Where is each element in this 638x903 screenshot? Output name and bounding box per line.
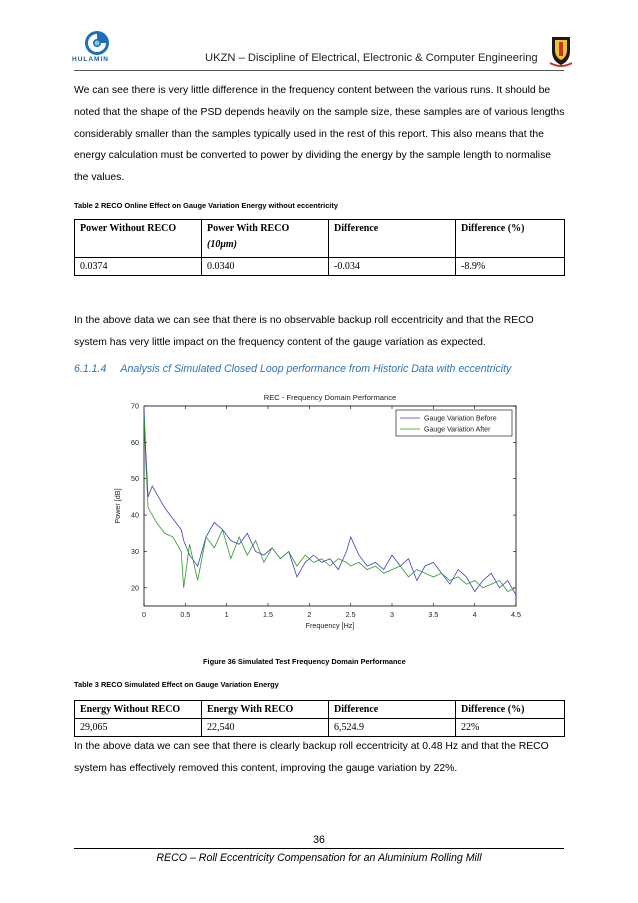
page-number: 36 (313, 834, 325, 846)
y-axis-label: Power [dB] (113, 488, 122, 524)
table2 (74, 219, 565, 276)
x-tick-label: 4.5 (511, 610, 521, 619)
paragraph-psd-note: We can see there is very little difference in the frequency content between the various runs. It should be noted that the shape of the PSD depends heavily on the sample size, these samples are of various lengths considerably smaller than the samples typically used in the rest of this report. This also means that the energy calculation must be converted to power by dividing the energy by the sample length to normalise the values. (74, 85, 565, 184)
figure-caption: Figure 36 Simulated Test Frequency Domain Performance (203, 657, 406, 666)
footer-title: RECO – Roll Eccentricity Compensation for an Aluminium Rolling Mill (156, 852, 482, 864)
y-tick-label: 60 (131, 437, 139, 447)
y-tick-label: 50 (131, 474, 139, 484)
table3-cell: 22% (456, 719, 565, 737)
paragraph-no-eccentricity: In the above data we can see that there is no observable backup roll eccentricity and that the RECO system has very little impact on the frequency content of the gauge variation as expected. (74, 315, 534, 348)
x-tick-label: 3 (390, 610, 394, 619)
table2-caption: Table 2 RECO Online Effect on Gauge Variation Energy without eccentricity (74, 201, 338, 210)
table2-header-unit: (10μm) (207, 239, 237, 250)
chart-svg (100, 388, 530, 638)
hulamin-logo-icon (84, 30, 110, 56)
table2-cell: -8.9% (456, 258, 565, 276)
table3-header-cell: Energy With RECO (202, 701, 329, 719)
table2-header-cell: Power With RECO (10μm) (202, 220, 329, 258)
table3-caption: Table 3 RECO Simulated Effect on Gauge Variation Energy (74, 680, 279, 689)
x-tick-label: 0.5 (180, 610, 191, 619)
table3-cell: 22,540 (202, 719, 329, 737)
x-tick-label: 2.5 (345, 610, 356, 619)
table3-header-cell: Energy Without RECO (75, 701, 202, 719)
ukzn-crest-icon (548, 33, 574, 67)
ukzn-crest (548, 33, 574, 67)
paragraph-eccentricity-result: In the above data we can see that there is clearly backup roll eccentricity at 0.48 Hz and that the RECO system has effectively removed this content, improving the gauge variation by 22%. (74, 741, 549, 774)
section-title: Analysis cf Simulated Closed Loop performance from Historic Data with eccentricity (120, 363, 512, 375)
section-heading (74, 363, 511, 375)
table3-header-cell: Difference (329, 701, 456, 719)
table2-header-cell: Power Without RECO (75, 220, 202, 258)
x-tick-label: 1.5 (263, 610, 273, 619)
table2-cell: -0.034 (329, 258, 456, 276)
chart-title: REC - Frequency Domain Performance (263, 393, 397, 402)
section-number: 6.1.1.4 (74, 363, 107, 375)
x-tick-label: 3.5 (428, 610, 439, 619)
x-axis-label: Frequency [Hz] (305, 621, 355, 630)
y-tick-label: 40 (131, 510, 139, 520)
table3-cell: 6,524.9 (329, 719, 456, 737)
table3-header-cell: Difference (%) (456, 701, 565, 719)
header-rule (74, 70, 564, 71)
x-tick-label: 1 (224, 610, 229, 619)
table2-header-cell: Difference (%) (456, 220, 565, 258)
y-tick-label: 70 (131, 401, 139, 411)
x-tick-label: 0 (142, 610, 146, 619)
frequency-chart (100, 388, 530, 638)
table3-cell: 29,065 (75, 719, 202, 737)
legend-label: Gauge Variation Before (424, 415, 497, 423)
hulamin-logo (84, 30, 110, 56)
legend-label: Gauge Variation After (424, 426, 491, 434)
logo-text: HULAMIN (72, 56, 109, 63)
y-tick-label: 30 (131, 546, 139, 556)
table2-cell: 0.0340 (202, 258, 329, 276)
table2-header-cell: Difference (329, 220, 456, 258)
x-tick-label: 4 (472, 610, 477, 619)
footer-rule (74, 848, 564, 849)
y-tick-label: 20 (131, 583, 139, 593)
table2-cell: 0.0374 (75, 258, 202, 276)
x-tick-label: 2 (307, 610, 312, 619)
table3 (74, 700, 565, 737)
header-title: UKZN – Discipline of Electrical, Electronic & Computer Engineering (205, 52, 538, 64)
